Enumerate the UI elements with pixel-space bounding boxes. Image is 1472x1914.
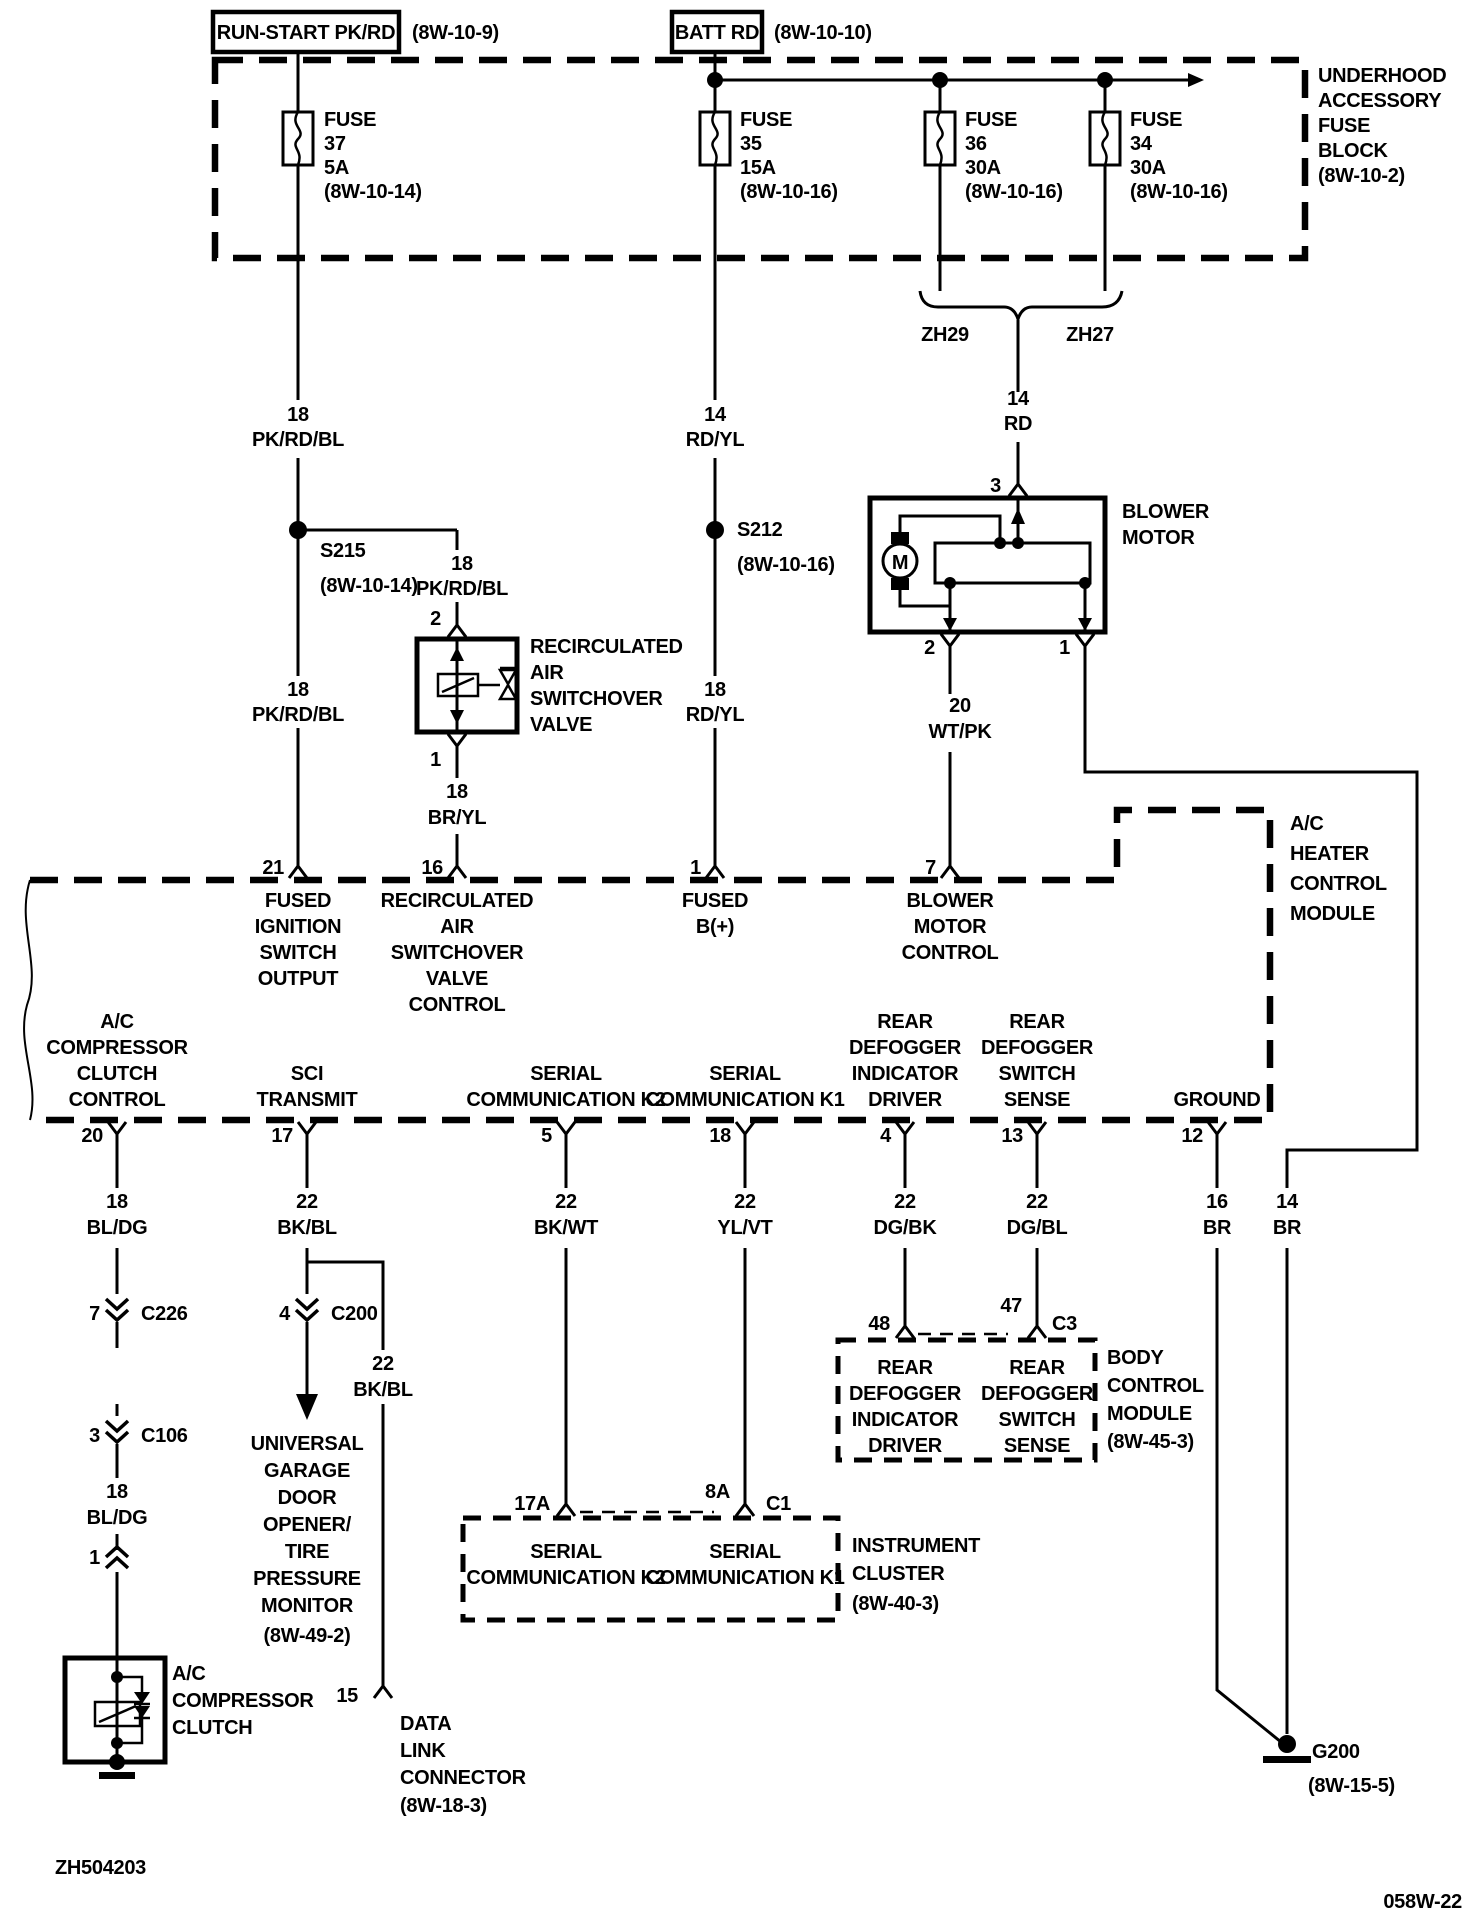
bcm-fn-sw-2: DEFOGGER [980,1383,1094,1405]
ugdo-ref: (8W-49-2) [263,1625,351,1647]
module-fn-k2-2: COMMUNICATION K2 [466,1089,666,1111]
module-pin20: 20 [81,1125,103,1147]
wire-22bkbl2-gauge: 22 [372,1353,394,1375]
fuse34-label: FUSE [1130,109,1183,131]
conn-c106: C106 [141,1425,188,1447]
ugdo-name-1: UNIVERSAL [250,1433,364,1455]
wire-18bldg1-gauge: 18 [106,1191,128,1213]
module-fn-defog-ind-1: REAR [877,1011,933,1033]
module-fn-defog-sw-3: SWITCH [998,1063,1076,1085]
splice-s215: S215 [320,540,366,562]
fuse35-ref: (8W-10-16) [740,181,838,203]
fuse36-ref: (8W-10-16) [965,181,1063,203]
module-fn-blower-1: BLOWER [906,890,994,912]
module-fn-k2-1: SERIAL [530,1063,602,1085]
blower-name-1: BLOWER [1122,501,1210,523]
module-name-2: HEATER [1290,843,1369,865]
wire-14rd-gauge: 14 [1007,388,1029,410]
blower-pin2: 2 [924,637,935,659]
module-pin18: 18 [709,1125,731,1147]
module-fn-valve-2: AIR [440,916,474,938]
module-fn-blower-2: MOTOR [913,916,987,938]
clutch-name-2: COMPRESSOR [172,1690,314,1712]
ac-heater-control-module [24,810,1270,1120]
module-fn-clutch-1: A/C [100,1011,134,1033]
wire-18pkrdbl3-color: PK/RD/BL [251,704,345,726]
module-name-4: MODULE [1290,903,1375,925]
g200-ground-icon [1263,1735,1311,1763]
module-pin5: 5 [541,1125,552,1147]
bcm-fn-sw-3: SWITCH [998,1409,1076,1431]
module-pin12: 12 [1181,1125,1203,1147]
bcm-fn-sw-1: REAR [1009,1357,1065,1379]
valve-pin1: 1 [430,749,441,771]
bcm-fn-ind-1: REAR [877,1357,933,1379]
module-fn-defog-ind-4: DRIVER [868,1089,942,1111]
labels [46,22,1462,1913]
fuse37-amps: 5A [324,157,349,179]
fuse35-amps: 15A [740,157,776,179]
wire-18bryl-gauge: 18 [446,781,468,803]
module-pin17: 17 [271,1125,293,1147]
wire-14rd-color: RD [1003,413,1033,435]
wire-22ylvt-gauge: 22 [734,1191,756,1213]
wire-22bkbl1-color: BK/BL [277,1217,337,1239]
clutch-name-3: CLUTCH [172,1717,253,1739]
conn-c226-pin: 7 [89,1303,100,1325]
ic-ref: (8W-40-3) [852,1593,939,1615]
ic-fn-k2-1: SERIAL [530,1541,602,1563]
takeout-zh29: ZH29 [921,324,969,346]
wire-22dgbl-color: DG/BL [1006,1217,1068,1239]
module-fn-ground: GROUND [1173,1089,1261,1111]
ic-fn-k1-2: COMMUNICATION K1 [645,1567,845,1589]
fuse36-amps: 30A [965,157,1001,179]
fuse-block-name-3: FUSE [1318,115,1371,137]
module-fn-blower-3: CONTROL [901,942,999,964]
splice-s215-ref: (8W-10-14) [320,575,418,597]
wire-20wtpk-gauge: 20 [949,695,971,717]
bcm-fn-ind-2: DEFOGGER [848,1383,962,1405]
module-pin1: 1 [690,857,701,879]
takeout-zh27: ZH27 [1066,324,1114,346]
dlc-pin15: 15 [336,1685,358,1707]
wire-22dgbl-gauge: 22 [1026,1191,1048,1213]
ground-g200: G200 [1312,1741,1360,1763]
bcm-fn-ind-3: INDICATOR [851,1409,959,1431]
conn-c106-pin: 3 [89,1425,100,1447]
module-fn-clutch-3: CLUTCH [76,1063,158,1085]
module-fn-batt-2: B(+) [695,916,735,938]
fuse-block-name-4: BLOCK [1318,140,1388,162]
recirc-valve [417,639,517,732]
fuse36-label: FUSE [965,109,1018,131]
module-fn-sci-2: TRANSMIT [256,1089,358,1111]
bcm-conn-c3: C3 [1052,1313,1077,1335]
valve-name-4: VALVE [530,714,593,736]
bcm-name-1: BODY [1107,1347,1164,1369]
splice-s212-ref: (8W-10-16) [737,554,835,576]
bcm-fn-ind-4: DRIVER [868,1435,942,1457]
fuse-36-icon [925,112,955,165]
bcm-pin48: 48 [868,1313,890,1335]
wire-18bldg3-gauge: 18 [106,1481,128,1503]
ic-conn-c1: C1 [766,1493,791,1515]
blower-pin1: 1 [1059,637,1070,659]
ic-name-1: INSTRUMENT [852,1535,981,1557]
fuse-block-name-2: ACCESSORY [1318,90,1442,112]
instrument-cluster [463,1512,838,1620]
fuse-35-icon [700,112,730,165]
fuse-block-name-1: UNDERHOOD [1318,65,1447,87]
module-fn-defog-ind-3: INDICATOR [851,1063,959,1085]
wire-16br-color: BR [1202,1217,1232,1239]
valve-name-1: RECIRCULATED [530,636,683,658]
wire-14rdyl-gauge: 14 [704,404,726,426]
ugdo-name-6: PRESSURE [253,1568,361,1590]
footer-right: 058W-22 [1383,1891,1462,1913]
fuse-37-icon [283,112,313,165]
module-fn-valve-5: CONTROL [408,994,506,1016]
module-fn-batt-1: FUSED [681,890,749,912]
ugdo-name-2: GARAGE [264,1460,350,1482]
dlc-ref: (8W-18-3) [400,1795,487,1817]
motor-m: M [891,552,909,574]
module-fn-defog-ind-2: DEFOGGER [848,1037,962,1059]
wire-18pkrdbl2-gauge: 18 [451,553,473,575]
bcm-name-3: MODULE [1107,1403,1192,1425]
module-fn-valve-4: VALVE [425,968,489,990]
wire-22ylvt-color: YL/VT [717,1217,773,1239]
module-fn-defog-sw-4: SENSE [1003,1089,1071,1111]
module-pin7: 7 [925,857,936,879]
wire-18rdyl-gauge: 18 [704,679,726,701]
conn-c226: C226 [141,1303,188,1325]
wire-22bkwt-color: BK/WT [533,1217,599,1239]
wire-14br-gauge: 14 [1276,1191,1298,1213]
module-fn-defog-sw-1: REAR [1009,1011,1065,1033]
module-name-1: A/C [1290,813,1324,835]
wire-18bryl-color: BR/YL [427,807,487,829]
bcm-ref: (8W-45-3) [1107,1431,1194,1453]
conn-c200-pin: 4 [279,1303,290,1325]
ic-pin8a: 8A [705,1481,730,1503]
ic-pin17a: 17A [514,1493,550,1515]
footer-left: ZH504203 [55,1857,146,1879]
ugdo-name-7: MONITOR [261,1595,353,1617]
wire-18pkrdbl1-color: PK/RD/BL [251,429,345,451]
wire-18rdyl-color: RD/YL [685,704,745,726]
wire-18pkrdbl1-gauge: 18 [287,404,309,426]
module-fn-ign-4: OUTPUT [257,968,339,990]
module-fn-k1-2: COMMUNICATION K1 [645,1089,845,1111]
module-fn-valve-1: RECIRCULATED [380,890,534,912]
fuse37-label: FUSE [324,109,377,131]
batt-box-label: BATT RD [674,22,760,44]
fuse35-label: FUSE [740,109,793,131]
valve-name-2: AIR [530,662,564,684]
wire-18bldg3-color: BL/DG [86,1507,148,1529]
fuse-block-ref: (8W-10-2) [1318,165,1405,187]
wire-22bkbl1-gauge: 22 [296,1191,318,1213]
conn-clutch-pin: 1 [89,1547,100,1569]
ic-name-2: CLUSTER [852,1563,945,1585]
wire-18bldg1-color: BL/DG [86,1217,148,1239]
wire-22dgbk-color: DG/BK [873,1217,937,1239]
module-fn-ign-2: IGNITION [254,916,342,938]
wire-18pkrdbl3-gauge: 18 [287,679,309,701]
wire-14br-color: BR [1272,1217,1302,1239]
wire-18pkrdbl2-color: PK/RD/BL [415,578,509,600]
module-fn-valve-3: SWITCHOVER [390,942,524,964]
wire-14rdyl-color: RD/YL [685,429,745,451]
wire-22bkbl2-color: BK/BL [353,1379,413,1401]
module-pin21: 21 [262,857,284,879]
module-fn-ign-3: SWITCH [259,942,337,964]
takeout-brace [920,291,1122,319]
wire-16br-gauge: 16 [1206,1191,1228,1213]
fuse34-amps: 30A [1130,157,1166,179]
fuse34-ref: (8W-10-16) [1130,181,1228,203]
bcm-fn-sw-4: SENSE [1003,1435,1071,1457]
ugdo-name-5: TIRE [284,1541,330,1563]
splice-s215-icon [289,521,307,539]
module-fn-k1-1: SERIAL [709,1063,781,1085]
ic-fn-k1-1: SERIAL [709,1541,781,1563]
module-fn-sci-1: SCI [290,1063,324,1085]
module-fn-defog-sw-2: DEFOGGER [980,1037,1094,1059]
module-fn-clutch-2: COMPRESSOR [46,1037,188,1059]
wire-22dgbk-gauge: 22 [894,1191,916,1213]
dlc-name-1: DATA [400,1713,452,1735]
dlc-name-3: CONNECTOR [400,1767,526,1789]
wire-20wtpk-color: WT/PK [928,721,992,743]
fuse-34-icon [1090,112,1120,165]
conn-c200: C200 [331,1303,378,1325]
fuse36-num: 36 [965,133,987,155]
blower-pin3: 3 [990,475,1001,497]
ground-g200-ref: (8W-15-5) [1308,1775,1395,1797]
ugdo-name-3: DOOR [277,1487,337,1509]
blower-name-2: MOTOR [1122,527,1195,549]
module-pin4: 4 [880,1125,891,1147]
module-pin16: 16 [421,857,443,879]
bcm-name-2: CONTROL [1107,1375,1204,1397]
splice-s212-icon [706,521,724,539]
ugdo-name-4: OPENER/ [263,1514,351,1536]
valve-name-3: SWITCHOVER [530,688,663,710]
module-pin13: 13 [1001,1125,1023,1147]
clutch-name-1: A/C [172,1663,206,1685]
valve-pin2: 2 [430,608,441,630]
module-fn-clutch-4: CONTROL [68,1089,166,1111]
fuse37-ref: (8W-10-14) [324,181,422,203]
fuse35-num: 35 [740,133,762,155]
bcm-pin47: 47 [1000,1295,1022,1317]
dlc-name-2: LINK [400,1740,446,1762]
batt-ref: (8W-10-10) [774,22,872,44]
run-start-ref: (8W-10-9) [412,22,499,44]
wire-22bkwt-gauge: 22 [555,1191,577,1213]
fuse37-num: 37 [324,133,346,155]
splice-s212: S212 [737,519,783,541]
module-name-3: CONTROL [1290,873,1387,895]
module-fn-ign-1: FUSED [264,890,332,912]
run-start-box-label: RUN-START PK/RD [216,22,396,44]
fuse34-num: 34 [1130,133,1152,155]
ic-fn-k2-2: COMMUNICATION K2 [466,1567,666,1589]
